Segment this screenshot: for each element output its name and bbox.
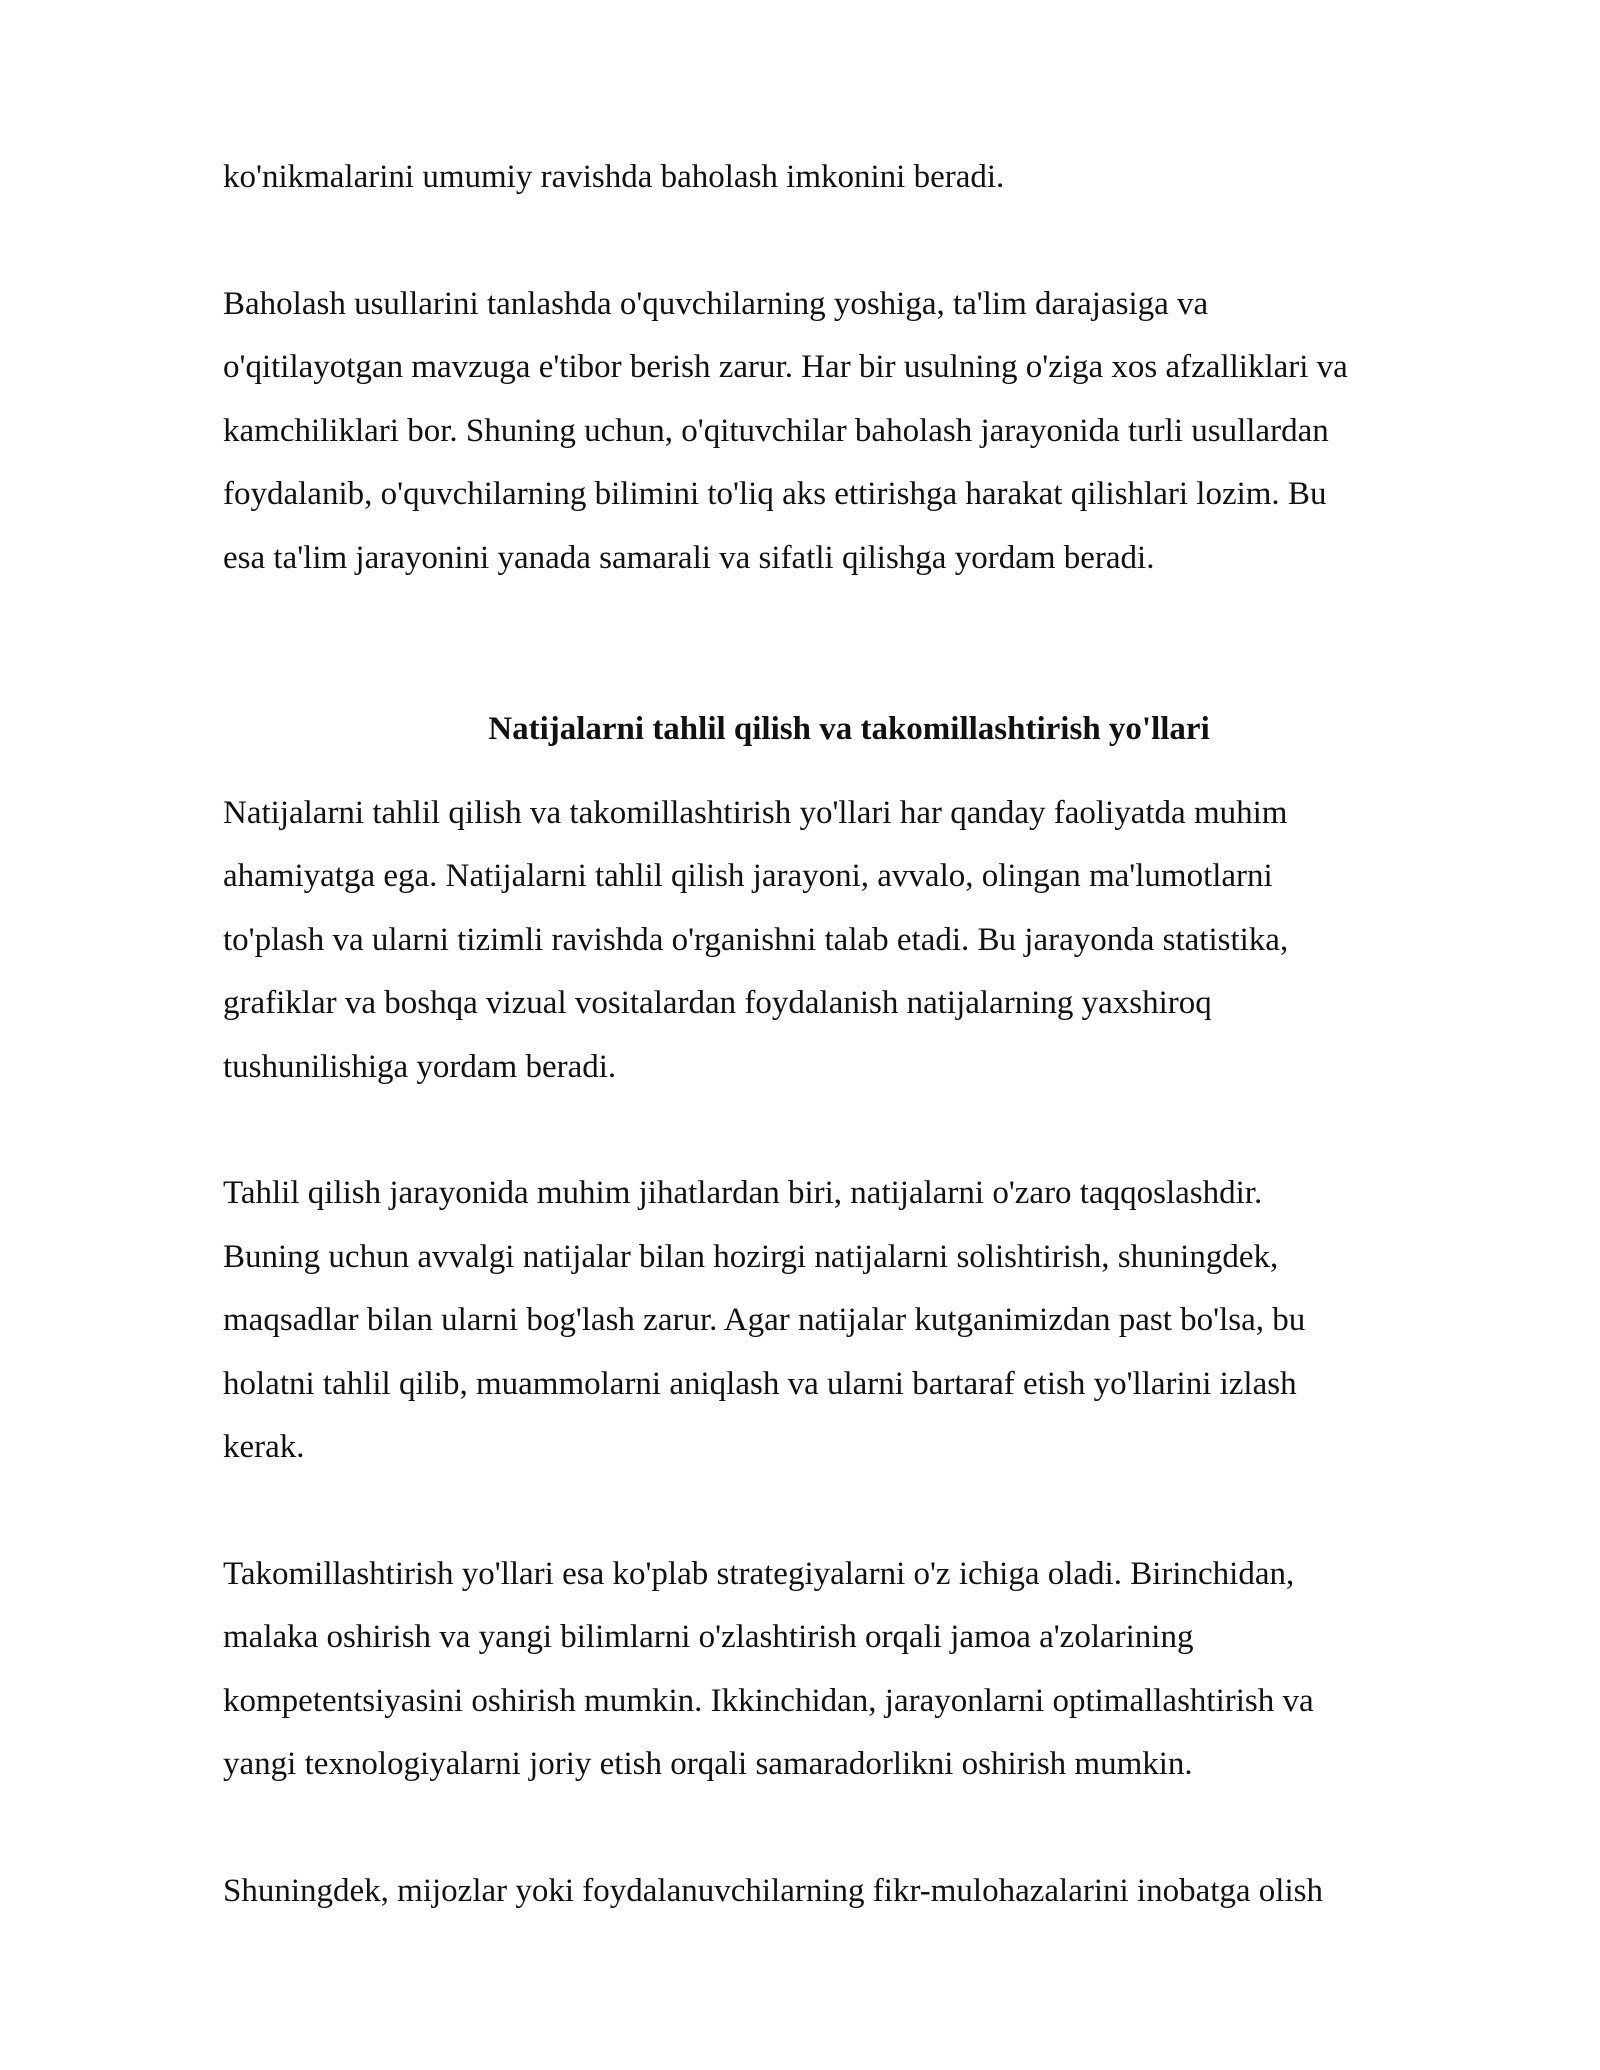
- text-line: holatni tahlil qilib, muammolarni aniqlash va ularni bartaraf etish yo'llarini izlash: [223, 1365, 1297, 1402]
- paragraph-1: [223, 146, 1483, 210]
- text-line: grafiklar va boshqa vizual vositalardan foydalanish natijalarning yaxshiroq: [223, 985, 1212, 1021]
- text-line: yangi texnologiyalarni joriy etish orqali samaradorlikni oshirish mumkin.: [223, 1746, 1193, 1782]
- paragraph-2: [223, 273, 1483, 591]
- text-line: Natijalarni tahlil qilish va takomillashtirish yo'llari har qanday faoliyatda muhim: [223, 794, 1288, 831]
- text-line: Tahlil qilish jarayonida muhim jihatlardan biri, natijalarni o'zaro taqqoslashdir.: [223, 1175, 1263, 1211]
- text-line: to'plash va ularni tizimli ravishda o'rganishni talab etadi. Bu jarayonda statistika,: [223, 921, 1289, 958]
- text-line: Shuningdek, mijozlar yoki foydalanuvchilarning fikr-mulohazalarini inobatga olish: [223, 1872, 1323, 1909]
- text-line: o'qitilayotgan mavzuga e'tibor berish zarur. Har bir usulning o'ziga xos afzalliklari va: [223, 349, 1348, 385]
- text-line: Buning uchun avvalgi natijalar bilan hozirgi natijalarni solishtirish, shuningdek,: [223, 1238, 1279, 1275]
- text-line: kamchiliklari bor. Shuning uchun, o'qituvchilar baholash jarayonida turli usullardan: [223, 412, 1329, 449]
- document-page: [223, 146, 1483, 1986]
- text-line: maqsadlar bilan ularni bog'lash zarur. Agar natijalar kutganimizdan past bo'lsa, bu: [223, 1302, 1306, 1338]
- paragraph-5: [223, 1543, 1483, 1797]
- paragraph-6: [223, 1860, 1483, 1924]
- text-line: ahamiyatga ega. Natijalarni tahlil qilish jarayoni, avvalo, olingan ma'lumotlarni: [223, 858, 1273, 894]
- text-line: kompetentsiyasini oshirish mumkin. Ikkinchidan, jarayonlarni optimallashtirish va: [223, 1682, 1314, 1719]
- text-line: malaka oshirish va yangi bilimlarni o'zlashtirish orqali jamoa a'zolarining: [223, 1619, 1194, 1655]
- paragraph-4: [223, 1162, 1483, 1480]
- text-line: esa ta'lim jarayonini yanada samarali va sifatli qilishga yordam beradi.: [223, 539, 1155, 576]
- text-line: Baholash usullarini tanlashda o'quvchilarning yoshiga, ta'lim darajasiga va: [223, 285, 1209, 322]
- text-line: foydalanib, o'quvchilarning bilimini to'liq aks ettirishga harakat qilishlari lozim. Bu: [223, 476, 1327, 512]
- text-line: kerak.: [223, 1429, 305, 1465]
- text-line: ko'nikmalarini umumiy ravishda baholash imkonini beradi.: [223, 159, 1005, 195]
- text-line: tushunilishiga yordam beradi.: [223, 1048, 617, 1085]
- paragraph-3: [223, 782, 1483, 1100]
- text-line: Takomillashtirish yo'llari esa ko'plab strategiyalarni o'z ichiga oladi. Birinchidan,: [223, 1555, 1295, 1592]
- section-heading: Natijalarni tahlil qilish va takomillashtirish yo'llari: [488, 711, 1210, 747]
